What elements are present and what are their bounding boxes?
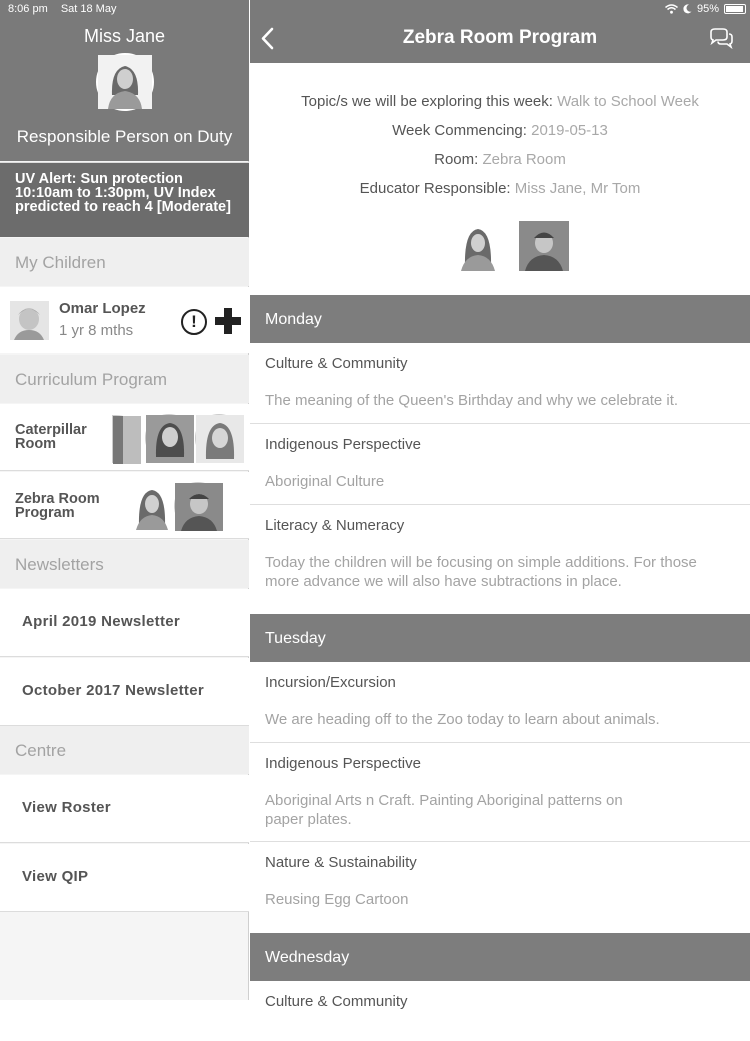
- room-label: Room:: [434, 151, 483, 168]
- user-role: Responsible Person on Duty: [16, 127, 233, 146]
- entry-title: Nature & Sustainability: [265, 854, 417, 871]
- profile-header: [0, 0, 249, 161]
- moon-icon: [683, 4, 692, 14]
- program-entry: [250, 662, 750, 743]
- child-name: Omar Lopez: [59, 300, 146, 317]
- program-entry: [250, 842, 750, 933]
- program-item-zebra[interactable]: [0, 472, 249, 539]
- educator-label: Educator Responsible:: [359, 180, 515, 197]
- program-label: Zebra Room Program: [15, 491, 100, 521]
- entry-text: Reusing Egg Cartoon: [265, 891, 409, 908]
- wifi-icon: [665, 4, 678, 14]
- program-entry: [250, 424, 750, 505]
- newsletter-label: October 2017 Newsletter: [22, 682, 204, 699]
- week-value: 2019-05-13: [531, 122, 608, 139]
- educator-avatar-jane[interactable]: [453, 221, 503, 271]
- centre-link-label: View Roster: [22, 799, 111, 816]
- program-entry: [250, 981, 750, 1041]
- status-time: 8:06 pm: [8, 3, 48, 15]
- uv-alert-banner[interactable]: UV Alert: Sun protection 10:10am to 1:30pm, UV Index predicted to reach 4 [Moderate]: [0, 162, 249, 237]
- entry-title: Incursion/Excursion: [265, 674, 396, 691]
- program-entry: [250, 743, 750, 842]
- battery-percent: 95%: [696, 3, 719, 15]
- educator-avatar: [174, 482, 222, 530]
- child-row[interactable]: [0, 287, 249, 353]
- alert-icon[interactable]: !: [181, 309, 207, 335]
- section-curriculum: Curriculum Program: [0, 355, 249, 403]
- educator-avatar-tom[interactable]: [519, 221, 569, 271]
- section-centre: Centre: [0, 726, 249, 774]
- sidebar: [0, 0, 249, 1000]
- battery-icon: [724, 4, 746, 14]
- entry-text: We are heading off to the Zoo today to learn about animals.: [265, 711, 660, 728]
- entry-text: Aboriginal Culture: [265, 473, 385, 490]
- day-header-monday: Monday: [250, 295, 750, 343]
- centre-link-roster[interactable]: [0, 775, 249, 843]
- week-line: [250, 122, 750, 139]
- newsletter-item[interactable]: [0, 589, 249, 657]
- educator-value: Miss Jane, Mr Tom: [514, 180, 641, 197]
- entry-text: Today the children will be focusing on simple additions. For those more advance we will also have subtractions in place.: [265, 554, 697, 590]
- user-name: Miss Jane: [83, 26, 166, 46]
- entry-title: Indigenous Perspective: [265, 436, 421, 453]
- topic-value: Walk to School Week: [557, 93, 699, 110]
- page-title: Zebra Room Program: [402, 27, 598, 48]
- day-header-tuesday: Tuesday: [250, 614, 750, 662]
- program-entry: [250, 343, 750, 424]
- entry-title: Culture & Community: [265, 355, 408, 372]
- program-detail-panel: [250, 0, 750, 1010]
- centre-link-label: View QIP: [22, 868, 89, 885]
- program-entry: [250, 505, 750, 614]
- educator-avatar: [112, 415, 140, 463]
- day-header-wednesday: Wednesday: [250, 933, 750, 981]
- program-label: Caterpillar Room: [15, 422, 87, 452]
- educator-avatar: [130, 482, 174, 530]
- entry-text: The meaning of the Queen's Birthday and why we celebrate it.: [265, 392, 679, 409]
- week-label: Week Commencing:: [392, 122, 532, 139]
- topic-line: [250, 93, 750, 110]
- child-avatar: [10, 301, 49, 340]
- centre-link-qip[interactable]: [0, 844, 249, 912]
- entry-title: Indigenous Perspective: [265, 755, 421, 772]
- chat-bubbles-icon: [708, 28, 734, 50]
- educator-avatar: [195, 414, 243, 462]
- educator-line: [250, 180, 750, 197]
- topic-label: Topic/s we will be exploring this week:: [301, 93, 558, 110]
- program-summary: [250, 63, 750, 295]
- section-newsletters: Newsletters: [0, 540, 249, 588]
- status-bar-right: [665, 3, 746, 15]
- newsletter-label: April 2019 Newsletter: [22, 613, 181, 630]
- entry-title: Literacy & Numeracy: [265, 517, 405, 534]
- section-my-children: My Children: [0, 238, 249, 286]
- status-bar-left: [8, 3, 126, 15]
- room-line: [250, 151, 750, 168]
- nav-bar: [250, 0, 750, 63]
- chat-button[interactable]: [708, 28, 734, 50]
- entry-text: Aboriginal Arts n Craft. Painting Aboriginal patterns on paper plates.: [265, 792, 623, 828]
- child-age: 1 yr 8 mths: [59, 322, 134, 339]
- status-date: Sat 18 May: [60, 3, 117, 15]
- educator-avatar: [145, 414, 193, 462]
- entry-title: Culture & Community: [265, 993, 408, 1010]
- user-avatar[interactable]: [96, 53, 154, 111]
- room-value: Zebra Room: [482, 151, 566, 168]
- medical-plus-icon[interactable]: [215, 308, 241, 334]
- program-item-caterpillar[interactable]: [0, 404, 249, 471]
- newsletter-item[interactable]: [0, 658, 249, 726]
